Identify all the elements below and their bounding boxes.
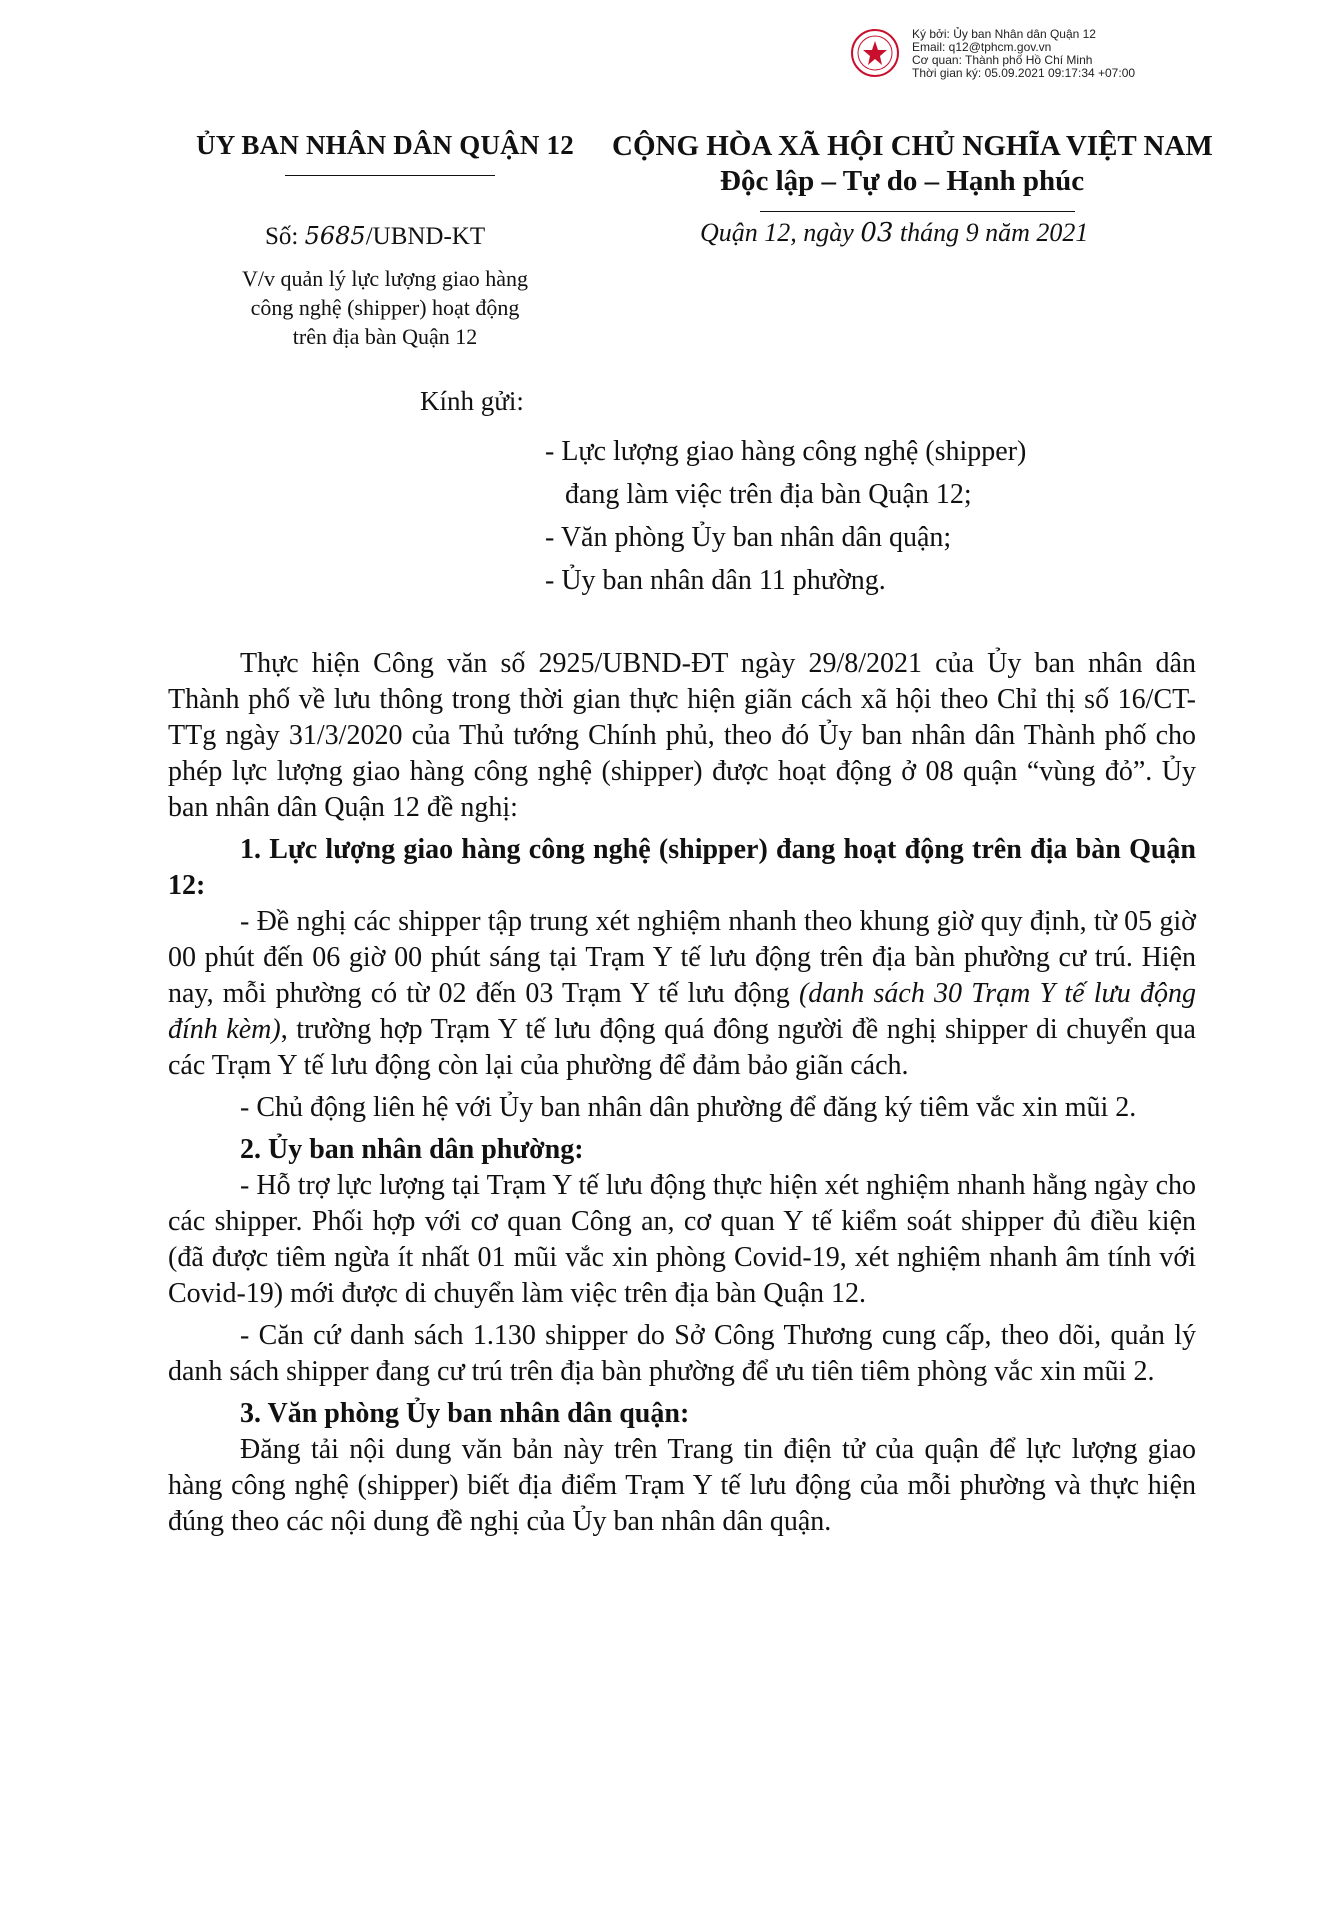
motto: Độc lập – Tự do – Hạnh phúc: [720, 165, 1085, 197]
addressee-item: đang làm việc trên địa bàn Quận 12;: [565, 479, 972, 510]
addressee-label: Kính gửi:: [420, 386, 524, 416]
divider: [285, 175, 495, 176]
addressee-item: - Lực lượng giao hàng công nghệ (shipper): [545, 436, 1027, 467]
signed-by: Ký bởi: Ủy ban Nhân dân Quận 12: [912, 27, 1096, 41]
section-1-text: , trường hợp Trạm Y tế lưu động quá đông người đề nghị shipper di chuyển qua các Trạm Y tế lưu động còn lại của phường để đảm bảo giãn cách.: [168, 1014, 1196, 1081]
signature-time: Thời gian ký: 05.09.2021 09:17:34 +07:00: [912, 66, 1136, 80]
nation-name: CỘNG HÒA XÃ HỘI CHỦ NGHĨA VIỆT NAM: [612, 130, 1213, 162]
section-1-text: - Đề nghị các shipper tập trung xét nghiệm nhanh theo khung giờ quy định, từ 05 giờ 00 phút đến 06 giờ 00 phút sáng tại Trạm Y tế lưu động trên địa bàn phường cư trú. Hiện nay, mỗi phường có từ 02 đến 03 Trạm Y tế lưu động: [168, 906, 1196, 1009]
addressee-item: - Văn phòng Ủy ban nhân dân quận;: [545, 522, 952, 553]
doc-no-handwritten: 5685: [304, 222, 366, 250]
digital-signature: [912, 28, 1135, 80]
addressee-list: [545, 430, 1026, 602]
addressee-item: - Ủy ban nhân dân 11 phường.: [545, 565, 886, 596]
date-suffix: tháng 9 năm 2021: [893, 218, 1089, 247]
subject-line: V/v quản lý lực lượng giao hàng: [242, 266, 528, 291]
subject-line: trên địa bàn Quận 12: [292, 324, 478, 349]
document-body: [168, 646, 1196, 1540]
divider: [760, 211, 1075, 212]
national-header: [612, 130, 1322, 163]
section-3-heading: 3. Văn phòng Ủy ban nhân dân quận:: [240, 1398, 690, 1429]
section-2-paragraph: - Hỗ trợ lực lượng tại Trạm Y tế lưu động thực hiện xét nghiệm nhanh hằng ngày cho các shipper. Phối hợp với cơ quan Công an, cơ quan Y tế kiểm soát shipper đủ điều kiện (đã được tiêm ngừa ít nhất 01 mũi vắc xin phòng Covid-19, xét nghiệm nhanh âm tính với Covid-19) mới được di chuyển làm việc trên địa bàn Quận 12.: [168, 1170, 1196, 1309]
section-2-paragraph: - Căn cứ danh sách 1.130 shipper do Sở Công Thương cung cấp, theo dõi, quản lý danh sách shipper đang cư trú trên địa bàn phường để ưu tiên tiêm phòng vắc xin mũi 2.: [168, 1320, 1196, 1387]
section-3-paragraph: Đăng tải nội dung văn bản này trên Trang tin điện tử của quận để lực lượng giao hàng công nghệ (shipper) biết địa điểm Trạm Y tế lưu động của mỗi phường và thực hiện đúng theo các nội dung đề nghị của Ủy ban nhân dân quận.: [168, 1434, 1196, 1537]
issuing-authority: [170, 130, 600, 161]
date-day: 03: [860, 218, 894, 248]
document-number: [265, 222, 485, 251]
section-2-heading: 2. Ủy ban nhân dân phường:: [240, 1134, 584, 1165]
section-1-heading: 1. Lực lượng giao hàng công nghệ (shipper) đang hoạt động trên địa bàn Quận 12:: [168, 834, 1196, 901]
place-date: [700, 218, 1088, 248]
seal-icon: [850, 28, 900, 78]
doc-no-prefix: Số:: [265, 223, 305, 250]
date-prefix: Quận 12, ngày: [700, 218, 861, 247]
signature-email: Email: q12@tphcm.gov.vn: [912, 40, 1052, 54]
subject-line: công nghệ (shipper) hoạt động: [250, 295, 520, 320]
section-1-paragraph: - Chủ động liên hệ với Ủy ban nhân dân phường để đăng ký tiêm vắc xin mũi 2.: [240, 1092, 1137, 1123]
signature-agency: Cơ quan: Thành phố Hồ Chí Minh: [912, 53, 1093, 67]
organization-name: ỦY BAN NHÂN DÂN QUẬN 12: [196, 130, 574, 160]
document-subject: [190, 264, 580, 351]
intro-paragraph: Thực hiện Công văn số 2925/UBND-ĐT ngày 29/8/2021 của Ủy ban nhân dân Thành phố về lưu thông trong thời gian thực hiện giãn cách xã hội theo Chỉ thị số 16/CT-TTg ngày 31/3/2020 của Thủ tướng Chính phủ, theo đó Ủy ban nhân dân Thành phố cho phép lực lượng giao hàng công nghệ (shipper) được hoạt động ở 08 quận “vùng đỏ”. Ủy ban nhân dân Quận 12 đề nghị:: [168, 648, 1196, 823]
attachment-note: (danh sách 30 Trạm Y tế lưu động đính kèm): [168, 978, 1196, 1045]
section-1-paragraph: [168, 904, 1196, 1084]
doc-no-suffix: /UBND-KT: [365, 223, 486, 250]
